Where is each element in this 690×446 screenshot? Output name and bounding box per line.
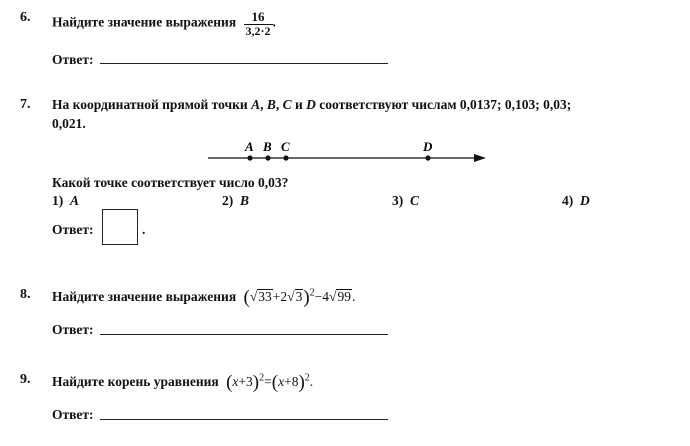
task-7-line2: 0,021. <box>52 116 86 131</box>
task-7-question: Какой точке соответствует число 0,03? <box>52 175 289 190</box>
task-9-answer-line[interactable] <box>100 419 388 420</box>
point-a-label: A <box>245 139 254 154</box>
task-7-line1: На координатной прямой точки A, B, C и D соответствуют числам 0,0137; 0,103; 0,03; <box>52 97 572 112</box>
option-3[interactable]: 3) C <box>392 193 420 208</box>
point-c-label: C <box>281 139 290 154</box>
task-7-answer-box[interactable] <box>102 209 138 245</box>
fraction-denominator: 3,2·2 <box>245 23 271 38</box>
task-8-number: 8. <box>20 287 31 302</box>
task-9-answer-label: Ответ: <box>52 407 94 422</box>
task-7-answer-label: Ответ: <box>52 222 94 237</box>
task-7-answer-period: . <box>142 222 146 237</box>
point-c-dot <box>283 155 288 160</box>
point-d-label: D <box>423 139 433 154</box>
task-6-prompt: Найдите значение выражения <box>52 14 237 30</box>
fraction-numerator: 16 <box>244 10 273 25</box>
task-9-prompt: Найдите корень уравнения <box>52 374 219 389</box>
task-8-expression: $(√33+2√3)^2-4√99$. <box>243 287 356 308</box>
task-8-answer-line[interactable] <box>100 334 388 335</box>
task-9-text <box>52 372 313 394</box>
task-8-answer-label: Ответ: <box>52 322 94 337</box>
task-6-answer-label: Ответ: <box>52 52 94 67</box>
point-b-label: B <box>263 139 272 154</box>
task-6-number: 6. <box>20 10 31 25</box>
option-1[interactable]: 1) A <box>52 193 80 208</box>
task-9-number: 9. <box>20 372 31 387</box>
point-d-dot <box>425 155 430 160</box>
option-2[interactable]: 2) B <box>222 193 250 208</box>
task-6-period: . <box>272 14 276 30</box>
number-line <box>200 138 495 168</box>
task-6-text <box>52 10 276 37</box>
task-8-text <box>52 287 355 309</box>
option-4[interactable]: 4) D <box>562 193 590 208</box>
task-9-expression: $(x+3)^2=(x+8)^2$. <box>226 372 314 393</box>
task-7-number: 7. <box>20 97 31 112</box>
task-6-answer-line[interactable] <box>100 63 388 64</box>
task-6-fraction <box>244 10 273 37</box>
point-a-dot <box>247 155 252 160</box>
number-line-arrow <box>474 154 486 162</box>
point-b-dot <box>265 155 270 160</box>
task-8-prompt: Найдите значение выражения <box>52 289 237 304</box>
